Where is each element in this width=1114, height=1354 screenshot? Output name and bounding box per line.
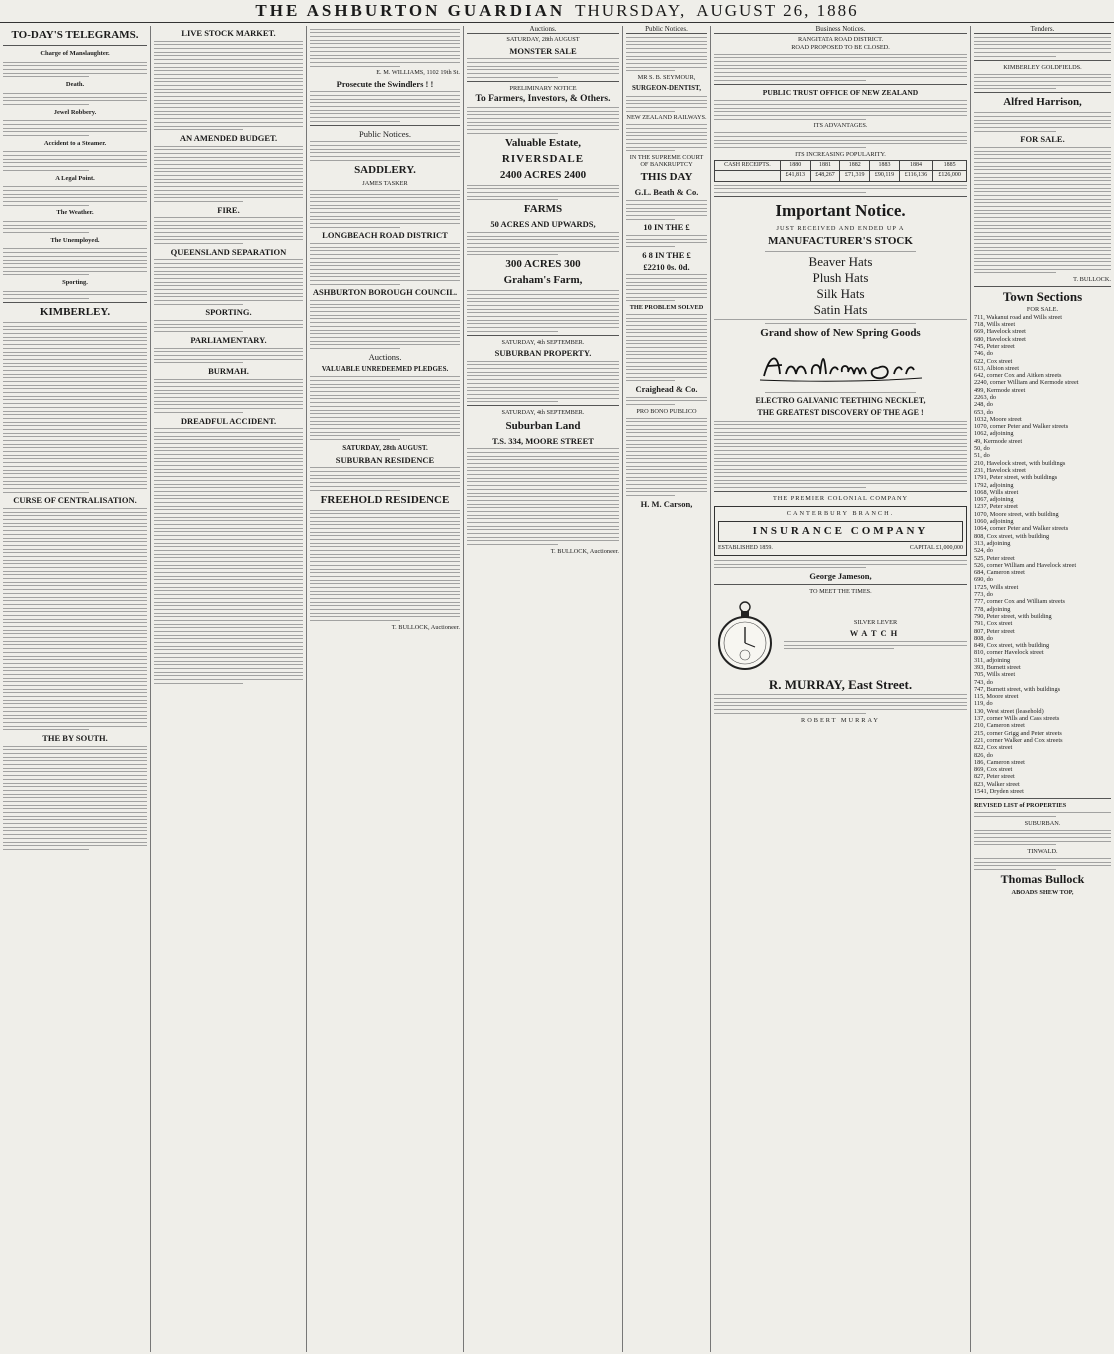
table-header: 1885 <box>933 161 967 171</box>
subhead-legal: A Legal Point. <box>55 174 95 182</box>
discount-6-8: 6 8 IN THE £ <box>642 249 691 260</box>
railways-heading: NEW ZEALAND RAILWAYS. <box>626 114 707 122</box>
swindlers-heading: Prosecute the Swindlers ! ! <box>336 78 434 89</box>
craighead-co: Craighead & Co. <box>635 383 698 394</box>
list-item: 745, Peter street <box>974 342 1015 350</box>
surgeon-dentist: SURGEON-DENTIST, <box>632 84 701 93</box>
pro-bono: PRO BONO PUBLICO <box>636 407 697 415</box>
public-trust-heading: PUBLIC TRUST OFFICE OF NEW ZEALAND <box>762 87 919 97</box>
list-item: 690, do <box>974 576 993 584</box>
williams-signoff: E. M. WILLIAMS, 1102 19th St. <box>376 69 460 77</box>
list-item: 1060, adjoining <box>974 518 1014 526</box>
suburban-land: Suburban Land <box>505 419 581 432</box>
freehold-heading: FREEHOLD RESIDENCE <box>320 493 450 506</box>
road-closed: ROAD PROPOSED TO BE CLOSED. <box>791 43 890 51</box>
teething-necklet: ELECTRO GALVANIC TEETHING NECKLET, <box>755 395 926 405</box>
subhead-unemployed: The Unemployed. <box>50 236 100 244</box>
alfred-harrison: Alfred Harrison, <box>1003 96 1082 109</box>
r-murray: R. MURRAY, East Street. <box>768 677 913 693</box>
list-item: 215, corner Grigg and Peter streets <box>974 729 1062 737</box>
table-cell: £90,119 <box>870 171 900 181</box>
insurance-logo <box>714 506 967 556</box>
list-item: 1032, Moore street <box>974 415 1022 423</box>
list-item: 777, corner Cox and William streets <box>974 598 1065 606</box>
meet-the-times: TO MEET THE TIMES. <box>809 588 872 596</box>
hat-plush: Plush Hats <box>812 270 869 286</box>
auctions-heading-col3: Auctions. <box>368 351 402 362</box>
list-item: 1792, adjoining <box>974 481 1014 489</box>
masthead-day: THURSDAY, <box>575 1 687 20</box>
andrew-orr-signature <box>714 346 967 386</box>
riversdale: RIVERSDALE <box>501 152 585 165</box>
tasker-name: JAMES TASKER <box>362 179 408 187</box>
sale1-date: SATURDAY, 28th AUGUST <box>506 36 580 44</box>
list-item: 1067, adjoining <box>974 496 1014 504</box>
parliamentary-heading: PARLIAMENTARY. <box>190 334 267 345</box>
robert-murray: ROBERT MURRAY <box>801 716 880 724</box>
list-item: 499, Kermode street <box>974 386 1026 394</box>
list-item: 393, Burnett street <box>974 663 1021 671</box>
for-sale: FOR SALE. <box>1020 134 1065 145</box>
tinwald-label: TINWALD. <box>1027 848 1058 856</box>
list-item: 210, Havelock street, with buildings <box>974 459 1066 467</box>
farmers-banner: To Farmers, Investors, & Others. <box>475 94 611 105</box>
list-item: 808, do <box>974 634 993 642</box>
masthead-date: AUGUST 26, 1886 <box>696 1 859 20</box>
list-item: 231, Havelock street <box>974 466 1026 474</box>
bullock-signoff-col7: T. BULLOCK. <box>1073 276 1111 284</box>
table-header: CASH RECEIPTS. <box>715 161 781 171</box>
seymour-name: MR S. B. SEYMOUR, <box>637 73 696 81</box>
borough-council-heading: ASHBURTON BOROUGH COUNCIL. <box>312 287 458 298</box>
list-item: 669, Havelock street <box>974 328 1026 336</box>
list-item: 791, Cox street <box>974 620 1013 628</box>
list-item: 808, Cox street, with building <box>974 532 1050 540</box>
table-header: 1880 <box>780 161 810 171</box>
business-colhead: Business Notices. <box>714 26 967 34</box>
queensland-heading: QUEENSLAND SEPARATION <box>170 246 287 257</box>
list-item: 743, do <box>974 678 993 686</box>
list-item: 642, corner Cox and Aitken streets <box>974 372 1062 380</box>
fire-heading: FIRE. <box>217 204 240 215</box>
newspaper-title: THE ASHBURTON GUARDIAN <box>255 1 566 20</box>
list-item: 1791, Peter street, with buildings <box>974 474 1058 482</box>
pledges-heading: VALUABLE UNREDEEMED PLEDGES. <box>321 364 449 373</box>
column-news <box>150 26 306 1352</box>
telegrams-heading: TO-DAY'S TELEGRAMS. <box>11 29 139 41</box>
farms: FARMS <box>523 203 563 216</box>
list-item: 790, Peter street, with building <box>974 612 1052 620</box>
column-auctions <box>463 26 622 1352</box>
insurance-company: INSURANCE COMPANY <box>718 521 963 542</box>
list-item: 313, adjoining <box>974 539 1011 547</box>
list-item: 1068, Wills street <box>974 488 1019 496</box>
centralisation-heading: CURSE OF CENTRALISATION. <box>13 495 137 506</box>
canterbury-branch: CANTERBURY BRANCH. <box>786 510 895 518</box>
manufacturers-stock: MANUFACTURER'S STOCK <box>768 235 913 248</box>
table-header: 1883 <box>870 161 900 171</box>
list-item: 1070, Moore street, with building <box>974 510 1059 518</box>
list-item: 622, Cox street <box>974 357 1013 365</box>
accident-heading: DREADFUL ACCIDENT. <box>180 415 277 426</box>
list-item: 524, do <box>974 547 993 555</box>
list-item: 311, adjoining <box>974 656 1011 664</box>
list-item: 823, Walker street <box>974 780 1020 788</box>
public-notices-colhead: Public Notices. <box>626 26 707 34</box>
subhead-jewel: Jewel Robbery. <box>53 108 97 116</box>
column-public-notices <box>622 26 710 1352</box>
acres-2400: 2400 ACRES 2400 <box>499 168 587 181</box>
revised-list: REVISED LIST of PROPERTIES <box>974 802 1067 810</box>
rangitata-road: RANGITATA ROAD DISTRICT. <box>797 36 884 44</box>
list-item: 2240, corner William and Kermode street <box>974 379 1079 387</box>
saddlery-heading: SADDLERY. <box>354 163 416 176</box>
table-header: 1881 <box>810 161 840 171</box>
suburban-residence-heading: SUBURBAN RESIDENCE <box>335 454 435 465</box>
beath-co: G.L. Beath & Co. <box>634 187 699 198</box>
livestock-heading: LIVE STOCK MARKET. <box>181 28 276 38</box>
town-sections-for-sale: FOR SALE. <box>1026 306 1059 314</box>
preliminary-notice: PRELIMINARY NOTICE <box>509 84 577 92</box>
list-item: 115, Moore street <box>974 693 1019 701</box>
list-item: 1064, corner Peter and Walker streets <box>974 525 1069 533</box>
budget-heading: AN AMENDED BUDGET. <box>179 132 278 143</box>
just-received: JUST RECEIVED AND ENDED UP A <box>776 224 905 232</box>
this-day: THIS DAY <box>640 171 693 184</box>
greatest-discovery: THE GREATEST DISCOVERY OF THE AGE ! <box>757 407 924 417</box>
thomas-bullock: Thomas Bullock <box>1000 872 1085 887</box>
acres-300: 300 ACRES 300 <box>505 258 581 271</box>
list-item: 827, Peter street <box>974 773 1015 781</box>
kimberley-goldfields: KIMBERLEY GOLDFIELDS. <box>1003 63 1082 71</box>
auctions-colhead: Auctions. <box>467 26 619 34</box>
list-item: 613, Albion street <box>974 364 1019 372</box>
column-business <box>710 26 970 1352</box>
list-item: 49, Kermode street <box>974 437 1023 445</box>
advantages-heading: ITS ADVANTAGES. <box>813 122 868 130</box>
sale3-date: SATURDAY, 4th SEPTEMBER. <box>501 409 585 417</box>
bullock-signoff-col4: T. BULLOCK, Auctioneer. <box>550 547 619 555</box>
total-value: £2210 0s. 0d. <box>643 261 690 272</box>
list-item: 130, West street (leasehold) <box>974 707 1044 715</box>
established-date: ESTABLISHED 1859. <box>718 544 773 551</box>
hat-silk: Silk Hats <box>816 286 865 302</box>
list-item: 705, Wills street <box>974 671 1016 679</box>
table-header: 1882 <box>840 161 870 171</box>
subhead-death: Death. <box>65 81 85 89</box>
list-item: 773, do <box>974 591 993 599</box>
subhead-manslaughter: Charge of Manslaughter. <box>40 50 110 57</box>
list-item: 822, Cox street <box>974 744 1013 752</box>
table-cell: £116,136 <box>899 171 932 181</box>
capital-amount: CAPITAL £1,000,000 <box>909 544 963 551</box>
list-item: 1237, Peter street <box>974 503 1018 511</box>
suburban-property: SUBURBAN PROPERTY. <box>494 348 592 359</box>
list-item: 119, do <box>974 700 993 708</box>
public-notices-heading: Public Notices. <box>359 128 411 139</box>
bullock-signoff-col3: T. BULLOCK, Auctioneer. <box>391 623 460 631</box>
table-cell: £48,267 <box>810 171 840 181</box>
list-item: 221, corner Walker and Cox streets <box>974 736 1063 744</box>
kimberley-heading: KIMBERLEY. <box>39 306 111 318</box>
list-item: 746, do <box>974 350 993 358</box>
signature-graphic <box>756 346 926 384</box>
hat-satin: Satin Hats <box>813 302 868 318</box>
grand-show: Grand show of New Spring Goods <box>760 326 921 339</box>
suburban-label: SUBURBAN. <box>1024 819 1061 827</box>
subhead-steamer: Accident to a Steamer. <box>43 139 107 147</box>
list-item: 186, Cameron street <box>974 758 1025 766</box>
list-item: 747, Burnett street, with buildings <box>974 685 1061 693</box>
grahams-farm: Graham's Farm, <box>503 274 583 287</box>
hat-beaver: Beaver Hats <box>808 254 873 270</box>
list-item: 807, Peter street <box>974 627 1015 635</box>
saturday-heading: SATURDAY, 28th AUGUST. <box>342 443 428 452</box>
list-item: 680, Havelock street <box>974 335 1026 343</box>
list-item: 1062, adjoining <box>974 430 1014 438</box>
column-telegrams <box>0 26 150 1352</box>
moore-street: T.S. 334, MOORE STREET <box>492 435 594 446</box>
list-item: 248, do <box>974 401 993 409</box>
receipts-table <box>714 160 967 182</box>
list-item: 684, Cameron street <box>974 569 1025 577</box>
list-item: 525, Peter street <box>974 554 1015 562</box>
discount-10: 10 IN THE £ <box>643 222 690 233</box>
subhead-weather: The Weather. <box>56 209 94 217</box>
george-jameson: George Jameson, <box>809 571 872 582</box>
list-item: 711, Wakanui road and Wills street <box>974 313 1062 321</box>
streets-list <box>974 314 1111 796</box>
burmah-heading: BURMAH. <box>208 365 249 376</box>
list-item: 869, Cox street <box>974 766 1013 774</box>
list-item: 849, Cox street, with building <box>974 642 1050 650</box>
table-cell <box>715 171 781 181</box>
table-cell: £126,000 <box>933 171 967 181</box>
list-item: 826, do <box>974 751 993 759</box>
list-item: 2263, do <box>974 394 997 401</box>
longbeach-heading: LONGBEACH ROAD DISTRICT <box>322 230 448 241</box>
list-item: 718, Wills street <box>974 321 1016 329</box>
watch-label: WATCH <box>849 628 902 639</box>
list-item: 778, adjoining <box>974 605 1011 613</box>
important-notice: Important Notice. <box>775 200 906 220</box>
table-cell: £71,319 <box>840 171 870 181</box>
pocket-watch-icon <box>714 599 776 671</box>
sporting-heading: SPORTING. <box>205 307 252 318</box>
table-header: 1884 <box>899 161 932 171</box>
list-item: 210, Cameron street <box>974 722 1025 730</box>
bysouth-heading: THE BY SOUTH. <box>42 732 108 743</box>
valuable-estate: Valuable Estate, <box>505 136 581 149</box>
silver-lever: SILVER LEVER <box>853 618 898 626</box>
monster-sale: MONSTER SALE <box>509 45 577 56</box>
masthead <box>0 0 1114 23</box>
list-item: 526, corner William and Havelock street <box>974 561 1077 569</box>
column-notices <box>306 26 463 1352</box>
carson: H. M. Carson, <box>640 498 693 509</box>
town-sections: Town Sections <box>1002 289 1083 305</box>
list-item: 1725, Wills street <box>974 583 1019 591</box>
list-item: 50, do <box>974 445 990 453</box>
list-item: 137, corner Wills and Cass streets <box>974 715 1060 723</box>
list-item: 810, corner Havelock street <box>974 649 1044 657</box>
subhead-sporting: Sporting. <box>62 278 88 286</box>
list-item: 1541, Dryden street <box>974 788 1024 796</box>
premier-colonial: THE PREMIER COLONIAL COMPANY <box>772 495 909 503</box>
list-item: 1070, corner Peter and Walker streets <box>974 423 1069 431</box>
problem-solved: THE PROBLEM SOLVED <box>629 303 704 311</box>
list-item: 653, do <box>974 408 993 416</box>
sale2-date: SATURDAY, 4th SEPTEMBER. <box>501 338 585 346</box>
acres-50: 50 ACRES AND UPWARDS, <box>490 219 596 230</box>
popularity-heading: ITS INCREASING POPULARITY. <box>795 150 886 158</box>
column-tenders <box>970 26 1114 1352</box>
supreme-court: IN THE SUPREME COURT OF BANKRUPTCY <box>629 153 704 169</box>
tenders-colhead: Tenders. <box>974 26 1111 34</box>
table-cell: £41,813 <box>780 171 810 181</box>
list-item: 51, do <box>974 452 990 460</box>
aboads-shew: ABOADS SHEW TOP, <box>1011 889 1074 897</box>
